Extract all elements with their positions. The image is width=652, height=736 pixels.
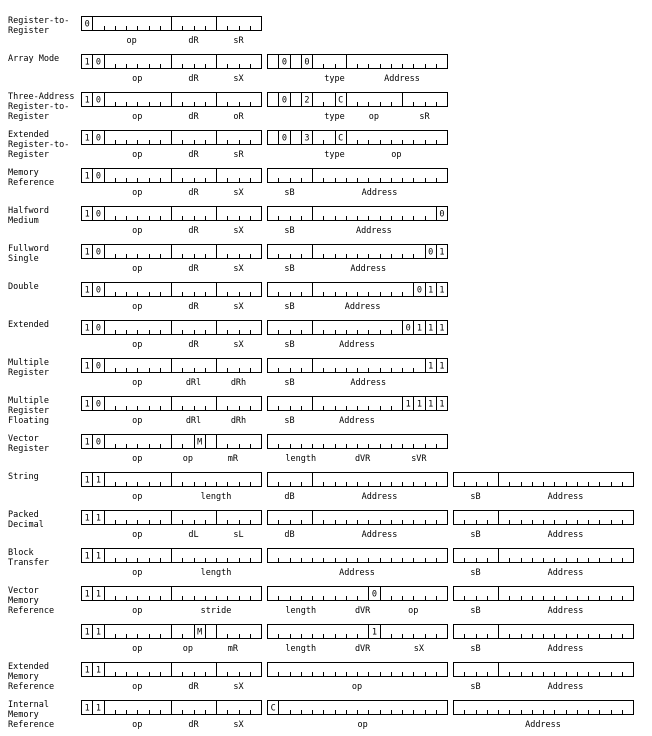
bit-value: 1 <box>428 399 434 410</box>
row-label: Medium <box>8 216 39 226</box>
row-label: Reference <box>8 720 55 730</box>
row-label: Vector <box>8 586 39 596</box>
instruction-word <box>454 586 634 616</box>
instruction-word <box>454 548 634 578</box>
field-label: op <box>408 606 419 616</box>
field-label: sX <box>233 720 244 730</box>
field-label: op <box>126 36 137 46</box>
row-label: Memory <box>8 168 39 178</box>
bit-value: C <box>338 133 344 144</box>
field-label: mR <box>227 454 238 464</box>
instruction-word <box>82 700 262 730</box>
field-label: op <box>132 188 143 198</box>
bit-value: 1 <box>416 399 422 410</box>
field-label: sB <box>470 568 481 578</box>
field-label: sB <box>470 492 481 502</box>
row-label: Extended <box>8 130 49 140</box>
format-row <box>8 358 448 388</box>
field-label: op <box>132 378 143 388</box>
row-label: Halfword <box>8 206 49 216</box>
instruction-word <box>82 282 262 312</box>
field-label: Address <box>361 188 398 198</box>
bit-value: 1 <box>416 323 422 334</box>
format-row <box>8 320 448 350</box>
field-label: Address <box>384 74 420 84</box>
bit-value: 1 <box>84 437 90 448</box>
field-label: dRl <box>185 416 202 426</box>
bit-value: 1 <box>95 627 101 638</box>
bit-value: 1 <box>95 665 101 676</box>
instruction-word <box>82 434 262 464</box>
instruction-word <box>268 472 448 502</box>
field-label: dR <box>188 74 199 84</box>
bit-value: 1 <box>84 323 90 334</box>
bit-value: 1 <box>84 95 90 106</box>
row-label: String <box>8 472 39 482</box>
field-label: op <box>182 454 193 464</box>
field-label: Address <box>361 530 398 540</box>
row-label: Register <box>8 150 49 160</box>
field-label: op <box>182 644 193 654</box>
bit-value: 1 <box>95 703 101 714</box>
bit-value: 0 <box>95 437 101 448</box>
bit-value: 0 <box>281 57 287 68</box>
instruction-word <box>454 624 634 654</box>
row-label: Double <box>8 282 39 292</box>
field-label: Address <box>547 492 584 502</box>
instruction-word <box>82 358 262 388</box>
row-label: Memory <box>8 710 39 720</box>
instruction-word <box>82 320 262 350</box>
bit-value: 1 <box>428 285 434 296</box>
bit-value: 0 <box>95 171 101 182</box>
row-label: Fullword <box>8 244 49 254</box>
field-label: dVR <box>354 644 371 654</box>
field-label: op <box>132 340 143 350</box>
row-label: Register <box>8 26 49 36</box>
row-label: Register-to- <box>8 140 70 150</box>
row-label: Register <box>8 112 49 122</box>
bit-value: 1 <box>95 589 101 600</box>
field-label: sB <box>284 416 295 426</box>
instruction-word <box>268 130 448 160</box>
bit-value: 0 <box>304 57 310 68</box>
field-label: sB <box>284 302 295 312</box>
field-label: op <box>132 264 143 274</box>
field-label: sB <box>284 188 295 198</box>
field-label: Address <box>547 568 584 578</box>
bit-value: 1 <box>428 323 434 334</box>
instruction-word <box>82 244 262 274</box>
instruction-word <box>268 358 448 388</box>
format-row <box>8 54 448 84</box>
field-label: dR <box>188 302 199 312</box>
field-label: Address <box>344 302 381 312</box>
instruction-word <box>82 472 262 502</box>
row-label: Vector <box>8 434 39 444</box>
bit-value: C <box>270 703 276 714</box>
bit-value: 1 <box>428 361 434 372</box>
format-row <box>82 624 634 654</box>
field-label: sX <box>413 644 424 654</box>
field-label: dB <box>284 492 295 502</box>
bit-value: 0 <box>95 361 101 372</box>
bit-value: M <box>197 437 203 448</box>
instruction-word <box>268 168 448 198</box>
field-label: op <box>351 682 363 692</box>
instruction-word <box>454 510 634 540</box>
field-label: op <box>132 720 143 730</box>
field-label: length <box>285 606 317 616</box>
field-label: oR <box>233 112 244 122</box>
field-label: sX <box>233 264 244 274</box>
format-row <box>8 92 448 122</box>
row-label: Internal <box>8 700 49 710</box>
field-label: dR <box>188 340 199 350</box>
field-label: dR <box>188 188 199 198</box>
format-row <box>8 700 634 730</box>
field-label: sVR <box>411 454 427 464</box>
row-label: Memory <box>8 596 39 606</box>
field-label: sB <box>470 644 481 654</box>
bit-value: 0 <box>95 323 101 334</box>
field-label: dR <box>188 226 199 236</box>
bit-value: 0 <box>416 285 422 296</box>
bit-value: 1 <box>84 399 90 410</box>
bit-value: 0 <box>95 95 101 106</box>
bit-value: 0 <box>95 399 101 410</box>
bit-value: 1 <box>405 399 411 410</box>
field-label: dRl <box>185 378 202 388</box>
instruction-word <box>82 662 262 692</box>
bit-value: 0 <box>281 133 287 144</box>
instruction-word <box>268 663 448 693</box>
field-label: Address <box>350 378 387 388</box>
instruction-word <box>268 92 448 122</box>
bit-value: 0 <box>428 247 434 258</box>
bit-value: 1 <box>84 589 90 600</box>
field-label: length <box>200 492 232 502</box>
field-label: sX <box>233 74 244 84</box>
field-label: op <box>132 112 143 122</box>
instruction-word <box>268 282 448 312</box>
field-label: Address <box>547 530 584 540</box>
bit-value: 1 <box>439 399 445 410</box>
bit-value: 1 <box>84 627 90 638</box>
bit-value: 0 <box>371 589 377 600</box>
row-label: Decimal <box>8 520 44 530</box>
row-label: Register <box>8 444 49 454</box>
format-row <box>8 130 448 160</box>
instruction-word <box>454 701 634 731</box>
field-label: dR <box>188 720 199 730</box>
field-label: sX <box>233 188 244 198</box>
instruction-word <box>268 396 448 426</box>
bit-value: 0 <box>84 19 90 30</box>
bit-value: 1 <box>84 551 90 562</box>
bit-value: M <box>197 627 203 638</box>
bit-value: 1 <box>84 285 90 296</box>
field-label: op <box>132 74 143 84</box>
bit-value: 1 <box>439 247 445 258</box>
field-label: op <box>132 150 143 160</box>
field-label: dR <box>188 150 199 160</box>
instruction-word <box>268 320 448 350</box>
bit-value: 0 <box>439 209 445 220</box>
field-label: op <box>132 606 143 616</box>
bit-value: 1 <box>84 475 90 486</box>
field-label: type <box>324 112 345 122</box>
instruction-word <box>82 624 262 654</box>
bit-value: 0 <box>95 57 101 68</box>
instruction-word <box>82 548 262 578</box>
row-label: Single <box>8 254 39 264</box>
format-row <box>8 434 448 464</box>
bit-value: 0 <box>281 95 287 106</box>
bit-value: 2 <box>304 95 310 106</box>
instruction-word <box>268 244 448 274</box>
format-row <box>8 510 634 540</box>
instruction-word <box>268 549 448 579</box>
row-label: Memory <box>8 672 39 682</box>
format-row <box>8 206 448 236</box>
row-label: Packed <box>8 510 39 520</box>
field-label: Address <box>339 416 375 426</box>
field-label: sB <box>470 606 481 616</box>
format-row <box>8 662 634 692</box>
field-label: sB <box>284 264 295 274</box>
format-row <box>8 396 448 426</box>
instruction-word <box>268 700 448 730</box>
field-label: dL <box>188 530 199 540</box>
field-label: mR <box>227 644 238 654</box>
bit-value: 1 <box>84 209 90 220</box>
bit-value: C <box>338 95 344 106</box>
bit-value: 0 <box>95 133 101 144</box>
bit-value: 1 <box>439 361 445 372</box>
row-label: Transfer <box>8 558 49 568</box>
bit-value: 0 <box>95 247 101 258</box>
instruction-word <box>82 130 262 160</box>
row-label: Floating <box>8 416 49 426</box>
format-row <box>8 472 634 502</box>
field-label: Address <box>350 264 387 274</box>
bit-value: 0 <box>405 323 411 334</box>
instruction-word <box>82 54 262 84</box>
bit-value: 1 <box>84 57 90 68</box>
row-label: Reference <box>8 178 55 188</box>
field-label: op <box>132 568 143 578</box>
field-label: dVR <box>354 454 371 464</box>
row-label: Block <box>8 548 34 558</box>
bit-value: 3 <box>304 133 310 144</box>
field-label: length <box>285 644 317 654</box>
instruction-word <box>82 510 262 540</box>
field-label: dRh <box>230 416 247 426</box>
row-label: Reference <box>8 682 55 692</box>
format-row <box>8 16 262 46</box>
row-label: Reference <box>8 606 55 616</box>
field-label: length <box>285 454 317 464</box>
row-label: Register <box>8 406 49 416</box>
field-label: dR <box>188 36 199 46</box>
bit-value: 1 <box>84 247 90 258</box>
field-label: dRh <box>230 378 247 388</box>
instruction-word <box>82 206 262 236</box>
row-label: Array Mode <box>8 54 60 64</box>
field-label: sX <box>233 302 244 312</box>
field-label: sB <box>470 530 481 540</box>
field-label: op <box>132 454 143 464</box>
field-label: op <box>132 492 143 502</box>
bit-value: 0 <box>95 209 101 220</box>
bit-value: 1 <box>84 133 90 144</box>
bit-value: 0 <box>95 285 101 296</box>
field-label: op <box>132 530 143 540</box>
field-label: Address <box>339 340 375 350</box>
field-label: sB <box>284 226 295 236</box>
field-label: sX <box>233 226 244 236</box>
instruction-word <box>82 586 262 616</box>
field-label: length <box>200 568 232 578</box>
instruction-word <box>82 168 262 198</box>
field-label: Address <box>355 226 392 236</box>
field-label: type <box>324 74 345 84</box>
field-label: sB <box>284 378 295 388</box>
row-label: Register-to- <box>8 16 70 26</box>
field-label: Address <box>361 492 398 502</box>
instruction-word <box>268 435 448 465</box>
field-label: sR <box>419 112 430 122</box>
field-label: sB <box>470 682 481 692</box>
bit-value: 1 <box>84 513 90 524</box>
field-label: dB <box>284 530 295 540</box>
field-label: sX <box>233 682 244 692</box>
instruction-word <box>268 586 448 616</box>
bit-value: 1 <box>439 285 445 296</box>
row-label: Multiple <box>8 396 49 406</box>
field-label: Address <box>547 682 584 692</box>
field-label: Address <box>525 720 561 730</box>
field-label: op <box>132 302 143 312</box>
field-label: sX <box>233 340 244 350</box>
bit-value: 1 <box>84 665 90 676</box>
field-label: sB <box>284 340 295 350</box>
field-label: sR <box>233 150 244 160</box>
field-label: dR <box>188 264 199 274</box>
row-label: Multiple <box>8 358 49 368</box>
field-label: Address <box>547 644 584 654</box>
field-label: op <box>357 720 368 730</box>
format-row <box>8 548 634 578</box>
row-label: Extended <box>8 320 49 330</box>
bit-value: 1 <box>371 627 377 638</box>
bit-value: 1 <box>95 513 101 524</box>
format-row <box>8 168 448 198</box>
bit-value: 1 <box>439 323 445 334</box>
row-label: Three-Address <box>8 92 75 102</box>
field-label: type <box>324 150 345 160</box>
instruction-word <box>268 54 448 84</box>
field-label: dVR <box>354 606 371 616</box>
field-label: Address <box>547 606 584 616</box>
field-label: Address <box>339 568 375 578</box>
instruction-word <box>454 472 634 502</box>
instruction-word <box>268 510 448 540</box>
format-row <box>8 586 634 616</box>
field-label: op <box>368 112 379 122</box>
bit-value: 1 <box>84 171 90 182</box>
instruction-word <box>454 662 634 692</box>
instruction-word <box>82 92 262 122</box>
bit-value: 1 <box>84 703 90 714</box>
bit-value: 1 <box>84 361 90 372</box>
field-label: dR <box>188 112 199 122</box>
field-label: op <box>132 226 143 236</box>
instruction-word <box>268 624 448 654</box>
field-label: sL <box>233 530 244 540</box>
field-label: op <box>132 644 143 654</box>
bit-value: 1 <box>95 551 101 562</box>
format-row <box>8 282 448 312</box>
field-label: op <box>391 150 402 160</box>
field-label: stride <box>200 606 232 616</box>
field-label: dR <box>188 682 199 692</box>
bit-value: 1 <box>95 475 101 486</box>
field-label: sR <box>233 36 244 46</box>
row-label: Extended <box>8 662 49 672</box>
instruction-word <box>82 396 262 426</box>
instruction-word <box>268 206 448 236</box>
format-row <box>8 244 448 274</box>
field-label: op <box>132 682 143 692</box>
field-label: op <box>132 416 143 426</box>
instruction-word <box>82 16 262 46</box>
row-label: Register <box>8 368 49 378</box>
row-label: Register-to- <box>8 102 70 112</box>
